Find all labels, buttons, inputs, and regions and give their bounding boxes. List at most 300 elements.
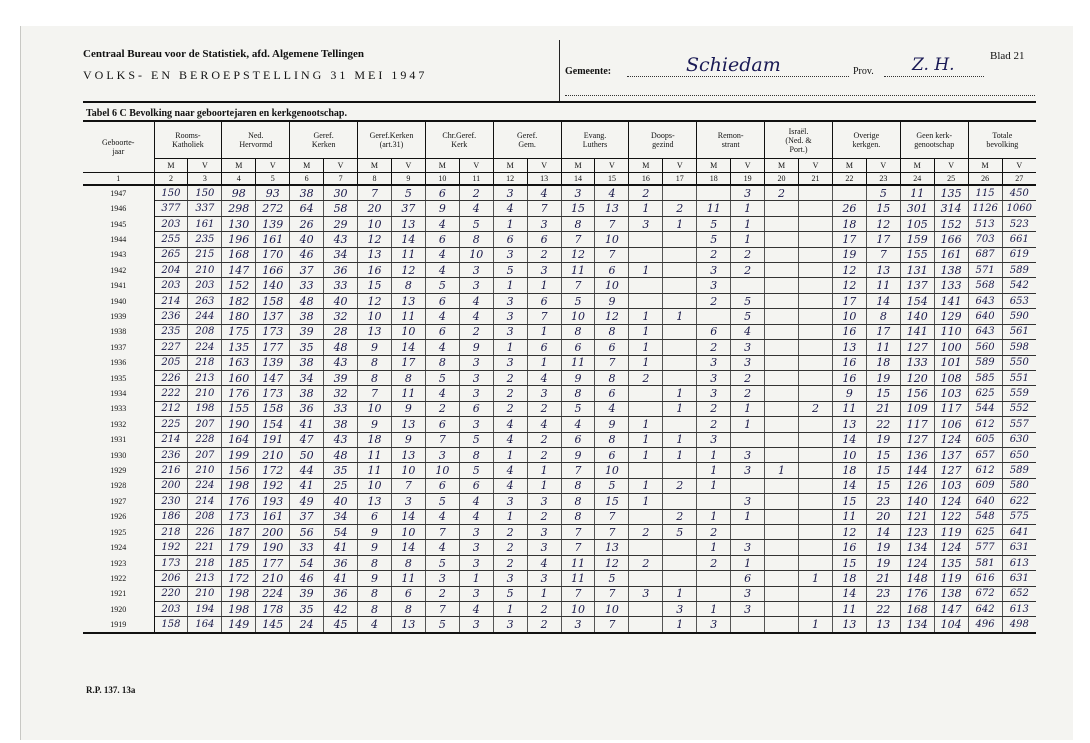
count-cell: 140 <box>900 494 934 509</box>
count-cell: 37 <box>290 509 324 524</box>
count-cell: 10 <box>425 463 459 478</box>
count-cell: 44 <box>290 463 324 478</box>
count-cell: 145 <box>256 617 290 633</box>
count-cell: 14 <box>391 340 425 355</box>
count-cell: 577 <box>968 540 1002 555</box>
group-header-line: strant <box>721 140 740 149</box>
birth-year: 1934 <box>83 386 154 401</box>
count-cell: 8 <box>358 602 392 617</box>
count-cell: 64 <box>290 201 324 216</box>
column-number: 24 <box>900 173 934 186</box>
count-cell: 203 <box>154 278 188 293</box>
count-cell: 216 <box>154 463 188 478</box>
count-cell: 7 <box>561 278 595 293</box>
count-cell: 272 <box>256 201 290 216</box>
count-cell: 6 <box>425 417 459 432</box>
count-cell: 1 <box>527 463 561 478</box>
count-cell: 110 <box>934 324 968 339</box>
sex-male-header: M <box>697 159 731 173</box>
table-row <box>83 185 1036 201</box>
count-cell: 7 <box>866 247 900 262</box>
count-cell: 5 <box>391 185 425 201</box>
count-cell: 15 <box>358 278 392 293</box>
count-cell: 182 <box>222 293 256 308</box>
count-cell: 580 <box>1002 478 1036 493</box>
prov-underline <box>884 76 984 77</box>
sex-male-header: M <box>493 159 527 173</box>
count-cell: 8 <box>391 370 425 385</box>
count-cell: 255 <box>154 232 188 247</box>
count-cell: 1 <box>663 586 697 601</box>
count-cell <box>765 524 799 539</box>
count-cell: 170 <box>256 247 290 262</box>
form-header <box>83 48 427 83</box>
count-cell: 21 <box>866 401 900 416</box>
column-number: 3 <box>188 173 222 186</box>
column-number: 21 <box>799 173 833 186</box>
count-cell: 10 <box>391 524 425 539</box>
count-cell: 2 <box>663 478 697 493</box>
count-cell: 10 <box>561 309 595 324</box>
count-cell: 58 <box>324 201 358 216</box>
count-cell: 4 <box>459 494 493 509</box>
count-cell <box>799 370 833 385</box>
count-cell: 224 <box>188 340 222 355</box>
column-number: 5 <box>256 173 290 186</box>
count-cell: 3 <box>391 494 425 509</box>
group-header-line: Gem. <box>518 140 536 149</box>
count-cell: 589 <box>1002 263 1036 278</box>
count-cell: 3 <box>697 617 731 633</box>
count-cell: 4 <box>425 509 459 524</box>
count-cell: 552 <box>1002 401 1036 416</box>
table-row <box>83 478 1036 493</box>
count-cell: 2 <box>493 386 527 401</box>
count-cell: 5 <box>425 278 459 293</box>
group-header <box>765 121 833 159</box>
count-cell: 1 <box>527 586 561 601</box>
count-cell: 133 <box>900 355 934 370</box>
count-cell <box>799 432 833 447</box>
sex-female-header: V <box>663 159 697 173</box>
birth-year: 1925 <box>83 524 154 539</box>
count-cell: 30 <box>324 185 358 201</box>
count-cell: 9 <box>391 401 425 416</box>
count-cell: 147 <box>222 263 256 278</box>
count-cell: 8 <box>561 509 595 524</box>
count-cell: 12 <box>595 555 629 570</box>
sex-female-header: V <box>731 159 765 173</box>
count-cell: 1 <box>731 417 765 432</box>
birth-year: 1940 <box>83 293 154 308</box>
count-cell: 126 <box>900 478 934 493</box>
count-cell: 11 <box>900 185 934 201</box>
count-cell: 11 <box>832 401 866 416</box>
count-cell: 23 <box>866 586 900 601</box>
count-cell <box>663 278 697 293</box>
count-cell: 6 <box>595 340 629 355</box>
count-cell: 2 <box>459 324 493 339</box>
count-cell: 12 <box>595 309 629 324</box>
count-cell: 589 <box>1002 463 1036 478</box>
count-cell: 657 <box>968 447 1002 462</box>
table-head <box>83 121 1036 185</box>
count-cell <box>765 494 799 509</box>
count-cell: 152 <box>934 216 968 231</box>
count-cell: 13 <box>832 417 866 432</box>
count-cell <box>697 185 731 201</box>
column-number: 26 <box>968 173 1002 186</box>
count-cell: 4 <box>595 185 629 201</box>
count-cell: 8 <box>595 324 629 339</box>
count-cell: 210 <box>256 571 290 586</box>
sex-male-header: M <box>968 159 1002 173</box>
count-cell: 193 <box>256 494 290 509</box>
count-cell: 38 <box>290 355 324 370</box>
count-cell: 2 <box>493 524 527 539</box>
population-table <box>83 120 1036 634</box>
count-cell: 37 <box>290 263 324 278</box>
count-cell: 7 <box>425 602 459 617</box>
table-row <box>83 247 1036 262</box>
count-cell: 703 <box>968 232 1002 247</box>
count-cell: 98 <box>222 185 256 201</box>
count-cell: 4 <box>425 386 459 401</box>
count-cell: 5 <box>459 216 493 231</box>
count-cell <box>765 293 799 308</box>
sex-female-header: V <box>595 159 629 173</box>
birth-year: 1930 <box>83 447 154 462</box>
count-cell: 631 <box>1002 540 1036 555</box>
count-cell: 3 <box>527 571 561 586</box>
column-number: 1 <box>83 173 154 186</box>
count-cell: 173 <box>154 555 188 570</box>
count-cell: 1 <box>731 401 765 416</box>
sex-female-header: V <box>188 159 222 173</box>
count-cell: 149 <box>222 617 256 633</box>
count-cell: 15 <box>832 494 866 509</box>
count-cell <box>799 355 833 370</box>
year-column-header <box>83 121 154 173</box>
count-cell <box>765 340 799 355</box>
count-cell <box>731 432 765 447</box>
count-cell: 218 <box>154 524 188 539</box>
count-cell: 10 <box>561 602 595 617</box>
count-cell: 613 <box>1002 602 1036 617</box>
count-cell <box>663 571 697 586</box>
count-cell: 20 <box>358 201 392 216</box>
count-cell: 3 <box>493 617 527 633</box>
count-cell: 3 <box>697 263 731 278</box>
count-cell: 39 <box>324 370 358 385</box>
birth-year: 1933 <box>83 401 154 416</box>
count-cell: 7 <box>425 524 459 539</box>
count-cell: 5 <box>561 293 595 308</box>
table-row <box>83 602 1036 617</box>
birth-year: 1922 <box>83 571 154 586</box>
count-cell: 210 <box>188 263 222 278</box>
count-cell: 224 <box>256 586 290 601</box>
count-cell <box>799 540 833 555</box>
count-cell: 179 <box>222 540 256 555</box>
count-cell: 3 <box>493 185 527 201</box>
count-cell: 190 <box>222 417 256 432</box>
count-cell: 3 <box>629 216 663 231</box>
count-cell: 3 <box>731 540 765 555</box>
count-cell: 5 <box>425 617 459 633</box>
count-cell: 1060 <box>1002 201 1036 216</box>
count-cell <box>799 293 833 308</box>
gemeente-value: Schiedam <box>686 54 781 76</box>
birth-year: 1926 <box>83 509 154 524</box>
count-cell: 10 <box>358 401 392 416</box>
count-cell: 6 <box>731 571 765 586</box>
count-cell: 1 <box>663 401 697 416</box>
count-cell: 203 <box>154 216 188 231</box>
count-cell: 2 <box>697 555 731 570</box>
count-cell: 1 <box>629 340 663 355</box>
count-cell: 108 <box>934 370 968 385</box>
count-cell: 236 <box>154 447 188 462</box>
count-cell: 14 <box>866 293 900 308</box>
count-cell: 48 <box>324 447 358 462</box>
table-row <box>83 540 1036 555</box>
count-cell: 571 <box>968 263 1002 278</box>
count-cell: 3 <box>527 263 561 278</box>
count-cell: 11 <box>561 571 595 586</box>
count-cell: 13 <box>391 617 425 633</box>
column-number-row <box>83 173 1036 186</box>
count-cell: 119 <box>934 571 968 586</box>
count-cell <box>765 401 799 416</box>
count-cell: 38 <box>290 185 324 201</box>
count-cell: 3 <box>697 278 731 293</box>
count-cell: 15 <box>595 494 629 509</box>
count-cell: 200 <box>256 524 290 539</box>
count-cell: 158 <box>256 293 290 308</box>
count-cell: 3 <box>493 355 527 370</box>
group-header <box>832 121 900 159</box>
count-cell: 8 <box>391 555 425 570</box>
count-cell: 176 <box>222 386 256 401</box>
count-cell: 10 <box>595 232 629 247</box>
birth-year: 1920 <box>83 602 154 617</box>
count-cell: 9 <box>391 432 425 447</box>
count-cell: 2 <box>731 370 765 385</box>
count-cell: 10 <box>358 309 392 324</box>
count-cell: 3 <box>493 247 527 262</box>
count-cell <box>799 216 833 231</box>
group-header <box>154 121 222 159</box>
count-cell <box>629 540 663 555</box>
count-cell: 450 <box>1002 185 1036 201</box>
count-cell: 5 <box>731 293 765 308</box>
count-cell: 8 <box>358 555 392 570</box>
count-cell: 210 <box>188 586 222 601</box>
count-cell: 10 <box>358 478 392 493</box>
count-cell <box>663 340 697 355</box>
count-cell: 9 <box>358 571 392 586</box>
count-cell: 13 <box>358 494 392 509</box>
count-cell: 2 <box>629 524 663 539</box>
count-cell: 1 <box>731 201 765 216</box>
sex-female-header: V <box>799 159 833 173</box>
count-cell: 35 <box>290 602 324 617</box>
group-header-line: Kerk <box>451 140 468 149</box>
group-header <box>222 121 290 159</box>
count-cell: 18 <box>832 463 866 478</box>
count-cell: 4 <box>425 540 459 555</box>
count-cell: 7 <box>595 355 629 370</box>
group-header <box>493 121 561 159</box>
sex-male-header: M <box>425 159 459 173</box>
count-cell: 101 <box>934 355 968 370</box>
count-cell: 630 <box>1002 432 1036 447</box>
count-cell: 8 <box>595 370 629 385</box>
count-cell: 225 <box>154 417 188 432</box>
count-cell: 26 <box>832 201 866 216</box>
count-cell: 3 <box>697 355 731 370</box>
count-cell: 4 <box>459 293 493 308</box>
count-cell: 50 <box>290 447 324 462</box>
count-cell: 137 <box>900 278 934 293</box>
count-cell: 141 <box>900 324 934 339</box>
count-cell: 16 <box>832 355 866 370</box>
count-cell: 43 <box>324 432 358 447</box>
count-cell: 1 <box>629 324 663 339</box>
count-cell: 10 <box>391 463 425 478</box>
count-cell: 12 <box>358 293 392 308</box>
count-cell: 135 <box>222 340 256 355</box>
count-cell: 3 <box>527 524 561 539</box>
count-cell: 22 <box>866 602 900 617</box>
count-cell: 3 <box>459 555 493 570</box>
count-cell: 41 <box>324 540 358 555</box>
count-cell <box>765 617 799 633</box>
count-cell: 3 <box>731 447 765 462</box>
count-cell: 3 <box>425 447 459 462</box>
dotted-line <box>565 95 1035 96</box>
count-cell: 18 <box>866 355 900 370</box>
table-row <box>83 571 1036 586</box>
count-cell <box>731 524 765 539</box>
count-cell: 9 <box>358 540 392 555</box>
birth-year: 1936 <box>83 355 154 370</box>
count-cell: 11 <box>866 278 900 293</box>
group-header-line: Kerken <box>311 140 336 149</box>
birth-year: 1944 <box>83 232 154 247</box>
count-cell: 119 <box>934 524 968 539</box>
count-cell <box>663 463 697 478</box>
birth-year: 1931 <box>83 432 154 447</box>
count-cell <box>799 509 833 524</box>
count-cell: 212 <box>154 401 188 416</box>
count-cell: 35 <box>290 340 324 355</box>
count-cell: 199 <box>222 447 256 462</box>
count-cell: 198 <box>222 602 256 617</box>
group-header-line: Geref. <box>517 131 538 140</box>
count-cell: 127 <box>900 340 934 355</box>
count-cell: 150 <box>188 185 222 201</box>
count-cell: 3 <box>493 309 527 324</box>
sex-male-header: M <box>358 159 392 173</box>
column-number: 22 <box>832 173 866 186</box>
count-cell: 7 <box>595 247 629 262</box>
count-cell: 9 <box>358 417 392 432</box>
count-cell: 625 <box>968 524 1002 539</box>
count-cell: 164 <box>188 617 222 633</box>
count-cell: 640 <box>968 494 1002 509</box>
count-cell <box>799 324 833 339</box>
count-cell: 1 <box>765 463 799 478</box>
count-cell: 3 <box>459 263 493 278</box>
count-cell: 3 <box>731 586 765 601</box>
count-cell: 1 <box>629 478 663 493</box>
count-cell: 103 <box>934 386 968 401</box>
count-cell: 1 <box>731 509 765 524</box>
count-cell: 13 <box>391 216 425 231</box>
count-cell: 3 <box>663 602 697 617</box>
count-cell: 19 <box>832 247 866 262</box>
count-cell: 3 <box>629 586 663 601</box>
count-cell: 176 <box>222 494 256 509</box>
count-cell <box>765 201 799 216</box>
count-cell <box>765 417 799 432</box>
count-cell: 13 <box>866 263 900 278</box>
count-cell: 548 <box>968 509 1002 524</box>
count-cell: 15 <box>866 386 900 401</box>
count-cell: 3 <box>527 216 561 231</box>
count-cell: 3 <box>459 417 493 432</box>
count-cell: 33 <box>290 540 324 555</box>
birth-year: 1942 <box>83 263 154 278</box>
count-cell: 192 <box>154 540 188 555</box>
count-cell: 4 <box>425 309 459 324</box>
count-cell: 215 <box>188 247 222 262</box>
table-row <box>83 417 1036 432</box>
count-cell: 124 <box>934 432 968 447</box>
count-cell: 147 <box>934 602 968 617</box>
count-cell: 33 <box>324 401 358 416</box>
count-cell: 3 <box>459 540 493 555</box>
count-cell: 1 <box>697 602 731 617</box>
count-cell: 4 <box>425 263 459 278</box>
count-cell: 1126 <box>968 201 1002 216</box>
count-cell: 39 <box>290 586 324 601</box>
count-cell: 6 <box>358 509 392 524</box>
count-cell: 619 <box>1002 247 1036 262</box>
count-cell <box>799 309 833 324</box>
count-cell <box>663 247 697 262</box>
count-cell: 687 <box>968 247 1002 262</box>
count-cell: 48 <box>324 340 358 355</box>
count-cell: 235 <box>154 324 188 339</box>
count-cell: 1 <box>799 617 833 633</box>
table-row <box>83 309 1036 324</box>
count-cell: 161 <box>188 216 222 231</box>
count-cell: 15 <box>866 463 900 478</box>
count-cell: 3 <box>459 370 493 385</box>
count-cell: 13 <box>595 540 629 555</box>
count-cell: 194 <box>188 602 222 617</box>
count-cell: 1 <box>527 355 561 370</box>
count-cell: 2 <box>629 185 663 201</box>
count-cell <box>799 278 833 293</box>
birth-year: 1927 <box>83 494 154 509</box>
count-cell: 8 <box>358 586 392 601</box>
count-cell: 192 <box>256 478 290 493</box>
count-cell: 2 <box>697 417 731 432</box>
